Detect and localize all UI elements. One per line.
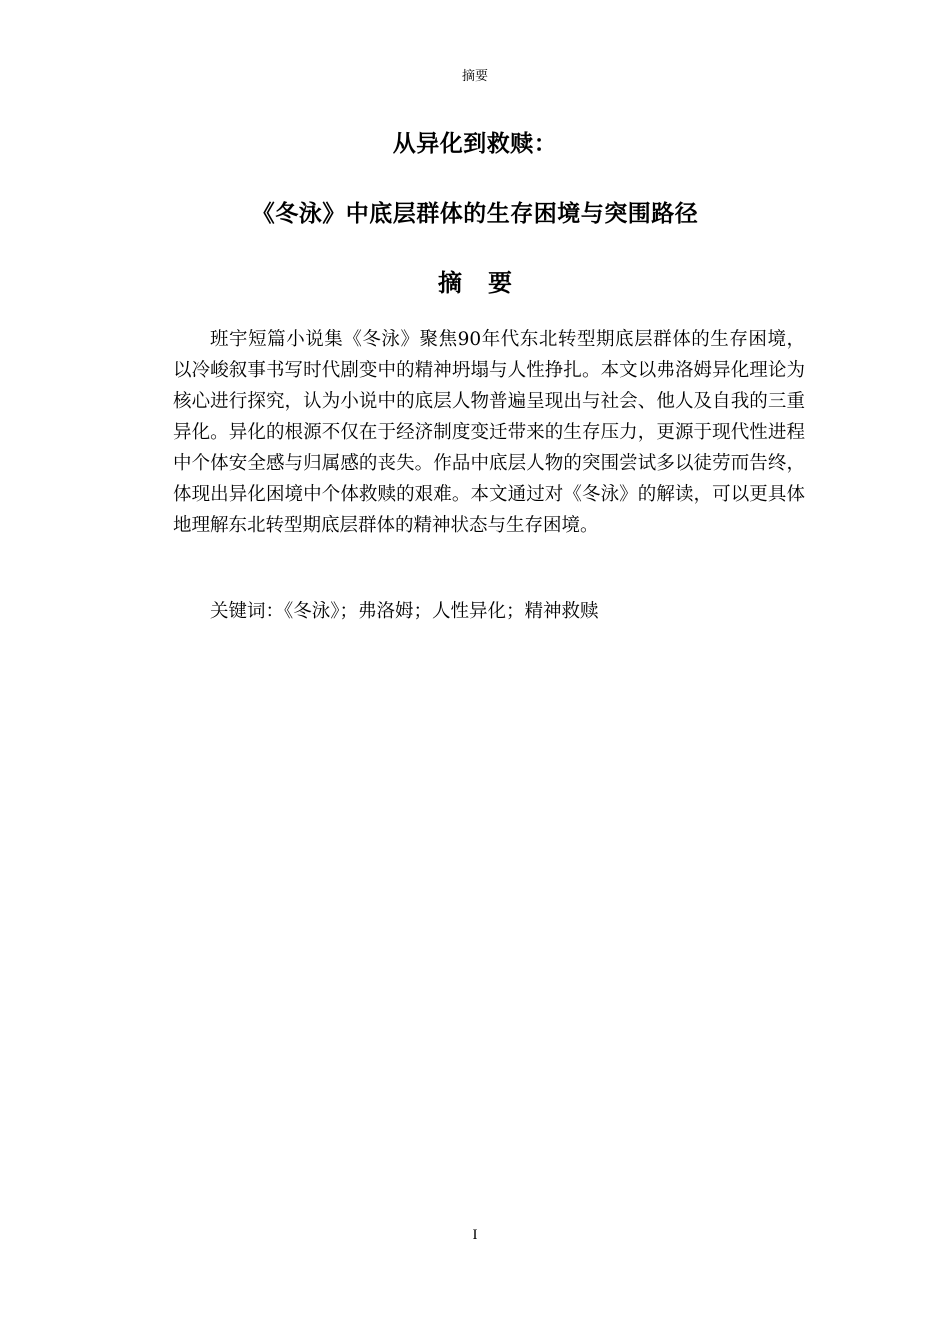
keywords-label: 关键词：: [210, 601, 285, 622]
abstract-heading: 摘要: [438, 269, 538, 297]
abstract-body: 班宇短篇小说集《冬泳》聚焦90年代东北转型期底层群体的生存困境，以冷峻叙事书写时代剧变中的精神坍塌与人性挣扎。本文以弗洛姆异化理论为核心进行探究，认为小说中的底层人物普遍呈现出与社会、他人及自我的三重异化。异化的根源不仅在于经济制度变迁带来的生存压力，更源于现代性进程中个体安全感与归属感的丧失。作品中底层人物的突围尝试多以徒劳而告终，体现出异化困境中个体救赎的艰难。本文通过对《冬泳》的解读，可以更具体地理解东北转型期底层群体的精神状态与生存困境。: [173, 329, 805, 536]
page-number: I: [472, 1227, 478, 1243]
paper-title-line-1: 从异化到救赎：: [392, 131, 558, 157]
keywords-list: 《冬泳》；弗洛姆；人性异化；精神救赎: [284, 601, 599, 622]
running-header: 摘要: [461, 69, 488, 84]
keywords-line: [173, 596, 805, 627]
paper-title-line-2: 《冬泳》中底层群体的生存困境与突围路径: [251, 201, 699, 227]
